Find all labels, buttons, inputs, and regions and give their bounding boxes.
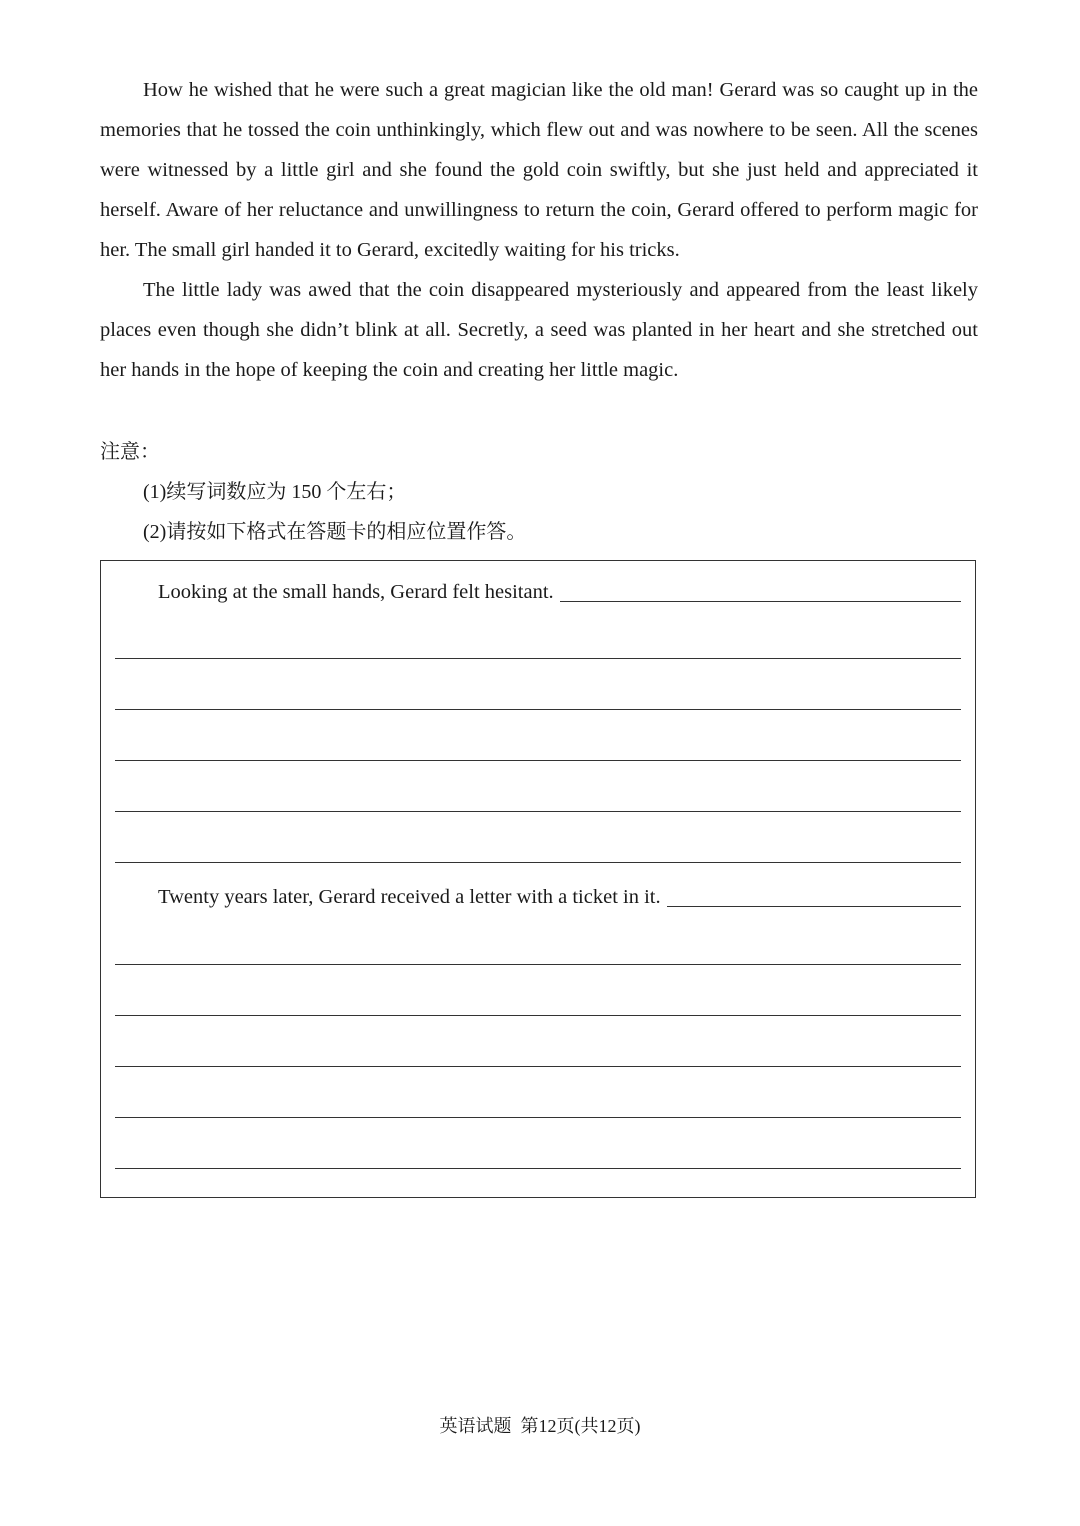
note-item-format: (2)请按如下格式在答题卡的相应位置作答。 (143, 521, 527, 543)
reading-passage (100, 70, 978, 390)
writing-line[interactable] (115, 862, 961, 863)
passage-paragraph-2: The little lady was awed that the coin disappeared mysteriously and appeared from the least likely places even though she didn’t blink at all. Secretly, a seed was planted in her heart and she stretched out her hands in the hope of keeping the coin and creating her little magic. (100, 279, 978, 381)
footer-subject: 英语试题 (439, 1416, 512, 1436)
page-footer (0, 1412, 1080, 1438)
writing-line[interactable] (115, 1168, 961, 1169)
prompt-sentence-1: Looking at the small hands, Gerard felt hesitant. (158, 581, 554, 603)
passage-paragraph-1: How he wished that he were such a great magician like the old man! Gerard was so caught up in the memories that he tossed the coin unthinkingly, which flew out and was nowhere to be seen. All the scenes were witnessed by a little girl and she found the gold coin swiftly, but she just held and appreciated it herself. Aware of her reluctance and unwillingness to return the coin, Gerard offered to perform magic for her. The small girl handed it to Gerard, excitedly waiting for his tricks. (100, 79, 978, 261)
writing-line[interactable] (115, 709, 961, 710)
writing-line[interactable] (115, 1117, 961, 1118)
writing-blank[interactable] (560, 600, 961, 602)
writing-line[interactable] (115, 1066, 961, 1067)
writing-blank[interactable] (667, 905, 961, 907)
prompt-sentence-2: Twenty years later, Gerard received a letter with a ticket in it. (158, 886, 661, 908)
answer-box (100, 560, 976, 1198)
notes-section (100, 432, 978, 552)
writing-line[interactable] (115, 760, 961, 761)
prompt-line-1 (158, 581, 961, 604)
prompt-line-2 (158, 886, 961, 909)
footer-page-number: 第12页(共12页) (520, 1416, 641, 1436)
writing-line[interactable] (115, 964, 961, 965)
notes-heading: 注意： (100, 441, 160, 463)
note-item-word-count: (1)续写词数应为 150 个左右； (143, 481, 407, 503)
writing-line[interactable] (115, 811, 961, 812)
writing-line[interactable] (115, 658, 961, 659)
writing-line[interactable] (115, 1015, 961, 1016)
